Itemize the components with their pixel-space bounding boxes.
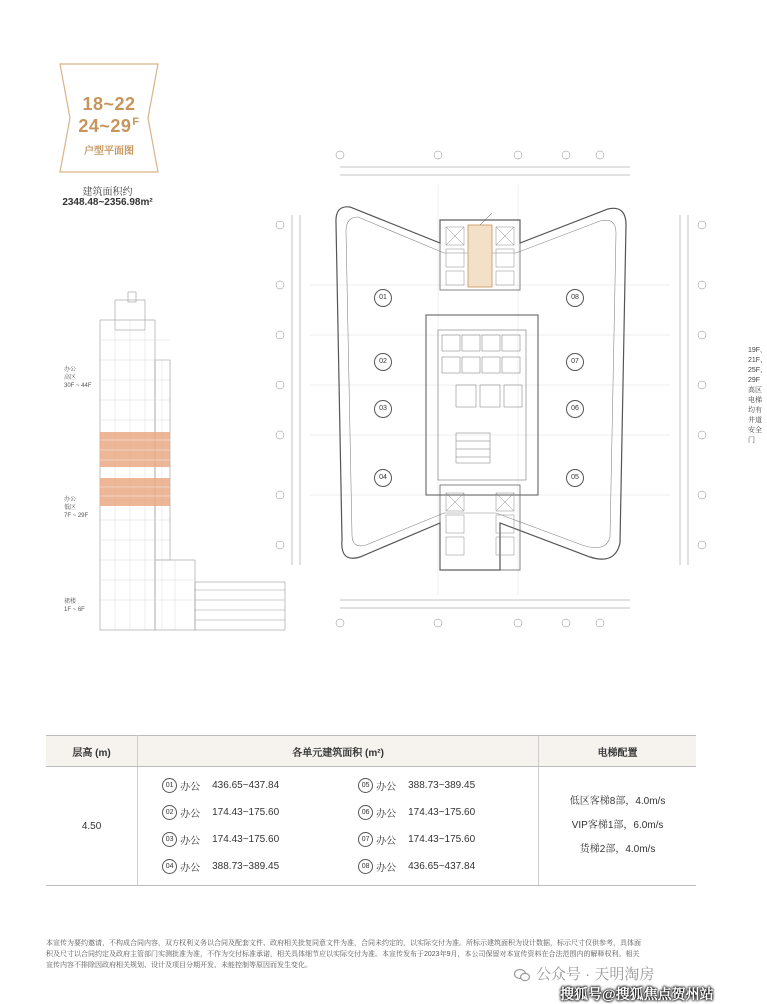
zone-low-label: 办公 低区 7F ~ 29F	[64, 497, 89, 519]
zone-high-label: 办公 高区 30F ~ 44F	[64, 367, 92, 389]
plan-unit-05: 05	[566, 469, 584, 487]
wechat-icon	[514, 968, 530, 982]
disclaimer: 本宣传为要约邀请，不构成合同内容，双方权利义务以合同及配套文件、政府相关批复同意文件为准，合同未约定的，以实际交付为准。所标示建筑面积为设计数据，标示尺寸仅供参考，具体面 积及尺寸以合同约定及政府主管部门实测批准为准，不作为交付标准承诺，相关具体细节应以实际交付为准。本宣传发布于2023年9月，本公司保留对本宣传资料在合法范围内的解释权利。相关 宣传内容不排除因政府相关规划、设计及项目分期开发、未能控制等原因而发生变化。	[46, 940, 641, 969]
elevator-safety-callout: 19F、21F、25F、29F 高区电梯均有井道安全门	[748, 347, 767, 444]
unit-area-item: 01 办公 436.65~437.84	[162, 778, 358, 793]
tower-elevation-drawing	[60, 290, 300, 640]
building-elevation	[60, 290, 300, 640]
highlight-floors-upper	[100, 432, 170, 467]
unit-area-item: 05 办公 388.73~389.45	[358, 778, 538, 793]
plan-unit-02: 02	[374, 353, 392, 371]
header-floor-height: 层高 (m)	[46, 736, 138, 767]
floor-plan	[270, 145, 767, 635]
floor-badge	[58, 62, 160, 174]
elevator-vip: VIP客梯1部，6.0m/s	[571, 820, 664, 831]
plan-unit-03: 03	[374, 400, 392, 418]
area-value: 2348.48~2356.98m²	[62, 197, 153, 208]
header-elevators: 电梯配置	[539, 736, 696, 767]
highlight-floors-lower	[100, 478, 170, 506]
plan-unit-08: 08	[566, 289, 584, 307]
wechat-watermark: 公众号 · 天明淘房	[514, 963, 654, 984]
plan-unit-01: 01	[374, 289, 392, 307]
spec-table	[46, 735, 696, 886]
plan-unit-04: 04	[374, 469, 392, 487]
source-watermark: 搜狐号@搜狐焦点贺州站	[560, 986, 714, 1002]
elevator-freight: 货梯2部，4.0m/s	[579, 844, 656, 855]
floor-plan-drawing	[270, 145, 715, 635]
unit-area-item: 03 办公 174.43~175.60	[162, 832, 358, 847]
area-label: 建筑面积约	[82, 187, 133, 198]
unit-area-item: 06 办公 174.43~175.60	[358, 805, 538, 820]
unit-area-item: 04 办公 388.73~389.45	[162, 859, 358, 874]
zone-podium-label: 裙楼 1F ~ 6F	[64, 599, 85, 613]
badge-subtitle: 户型平面图	[84, 146, 134, 157]
elevator-low-zone: 低区客梯8部，4.0m/s	[569, 796, 666, 807]
safety-door-zone	[468, 225, 492, 287]
unit-area-item: 08 办公 436.65~437.84	[358, 859, 538, 874]
unit-area-item: 07 办公 174.43~175.60	[358, 832, 538, 847]
elevator-config	[540, 790, 695, 862]
header-unit-areas: 各单元建筑面积 (m²)	[138, 736, 539, 767]
unit-area-list	[162, 778, 538, 874]
badge-floors-line2: $24\sim 29^F$	[78, 116, 140, 136]
floor-height-value: 4.50	[46, 767, 138, 886]
unit-area-item: 02 办公 174.43~175.60	[162, 805, 358, 820]
plan-unit-06: 06	[566, 400, 584, 418]
plan-unit-07: 07	[566, 353, 584, 371]
badge-floors-line1: 18~22	[82, 94, 136, 114]
